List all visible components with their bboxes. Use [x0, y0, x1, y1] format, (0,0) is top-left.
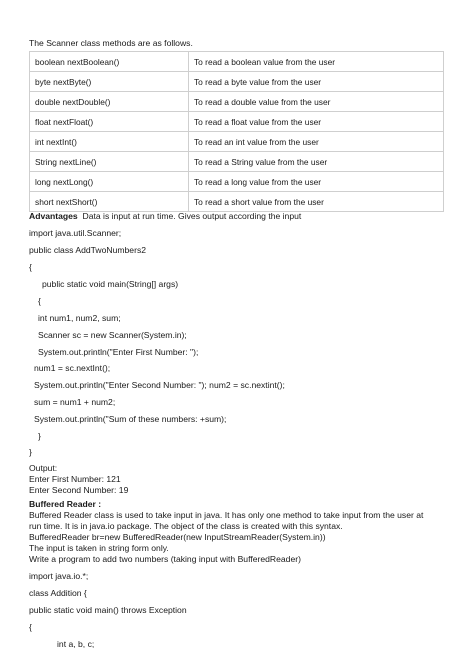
- code-line: import java.util.Scanner;: [29, 228, 122, 238]
- code-line: System.out.println("Enter First Number: ");: [38, 347, 199, 357]
- method-signature-cell: boolean nextBoolean(): [30, 52, 189, 72]
- intro-text: The Scanner class methods are as follows.: [29, 38, 193, 48]
- output-line: Enter First Number: 121: [29, 474, 121, 484]
- advantages-paragraph: [29, 211, 301, 221]
- table-row: [30, 152, 444, 172]
- method-description-cell: To read a double value from the user: [189, 92, 444, 112]
- code-line: }: [29, 447, 32, 457]
- paragraph-line: Write a program to add two numbers (taking input with BufferedReader): [29, 554, 301, 564]
- buffered-reader-heading-text: Buffered Reader :: [29, 499, 102, 509]
- code-line: int a, b, c;: [57, 639, 95, 649]
- output-line: Output:: [29, 463, 58, 473]
- paragraph-line: run time. It is in java.io package. The object of the class is created with this syntax.: [29, 521, 343, 531]
- method-signature-cell: short nextShort(): [30, 192, 189, 212]
- code-line: sum = num1 + num2;: [34, 397, 116, 407]
- table-row: [30, 192, 444, 212]
- table-row: [30, 92, 444, 112]
- paragraph-line: Buffered Reader class is used to take input in java. It has only one method to take input from the user at: [29, 510, 424, 520]
- code-line: {: [29, 622, 32, 632]
- code-line: }: [38, 431, 41, 441]
- method-description-cell: To read a String value from the user: [189, 152, 444, 172]
- buffered-reader-heading: [29, 499, 101, 509]
- method-description-cell: To read an int value from the user: [189, 132, 444, 152]
- method-signature-cell: byte nextByte(): [30, 72, 189, 92]
- code-line: class Addition {: [29, 588, 87, 598]
- method-description-cell: To read a long value from the user: [189, 172, 444, 192]
- code-line: {: [38, 296, 41, 306]
- method-signature-cell: double nextDouble(): [30, 92, 189, 112]
- method-signature-cell: float nextFloat(): [30, 112, 189, 132]
- method-description-cell: To read a short value from the user: [189, 192, 444, 212]
- method-description-cell: To read a byte value from the user: [189, 72, 444, 92]
- table-row: [30, 72, 444, 92]
- method-signature-cell: String nextLine(): [30, 152, 189, 172]
- method-description-cell: To read a boolean value from the user: [189, 52, 444, 72]
- code-line: System.out.println("Enter Second Number: "); num2 = sc.nextint();: [34, 380, 285, 390]
- scanner-methods-table: [29, 51, 444, 212]
- code-line: public static void main(String[] args): [42, 279, 179, 289]
- code-line: int num1, num2, sum;: [38, 313, 121, 323]
- code-line: public class AddTwoNumbers2: [29, 245, 147, 255]
- table-row: [30, 172, 444, 192]
- method-signature-cell: long nextLong(): [30, 172, 189, 192]
- advantages-text: Data is input at run time. Gives output according the input: [82, 211, 302, 221]
- paragraph-line: The input is taken in string form only.: [29, 543, 169, 553]
- table-row: [30, 52, 444, 72]
- code-line: import java.io.*;: [29, 571, 89, 581]
- code-line: num1 = sc.nextInt();: [34, 363, 111, 373]
- advantages-label: Advantages: [29, 211, 78, 221]
- code-line: public static void main() throws Exception: [29, 605, 187, 615]
- output-line: Enter Second Number: 19: [29, 485, 129, 495]
- table-row: [30, 112, 444, 132]
- method-signature-cell: int nextInt(): [30, 132, 189, 152]
- code-line: Scanner sc = new Scanner(System.in);: [38, 330, 187, 340]
- method-description-cell: To read a float value from the user: [189, 112, 444, 132]
- paragraph-line: BufferedReader br=new BufferedReader(new InputStreamReader(System.in)): [29, 532, 326, 542]
- code-line: {: [29, 262, 32, 272]
- code-line: System.out.println("Sum of these numbers: +sum);: [34, 414, 227, 424]
- table-row: [30, 132, 444, 152]
